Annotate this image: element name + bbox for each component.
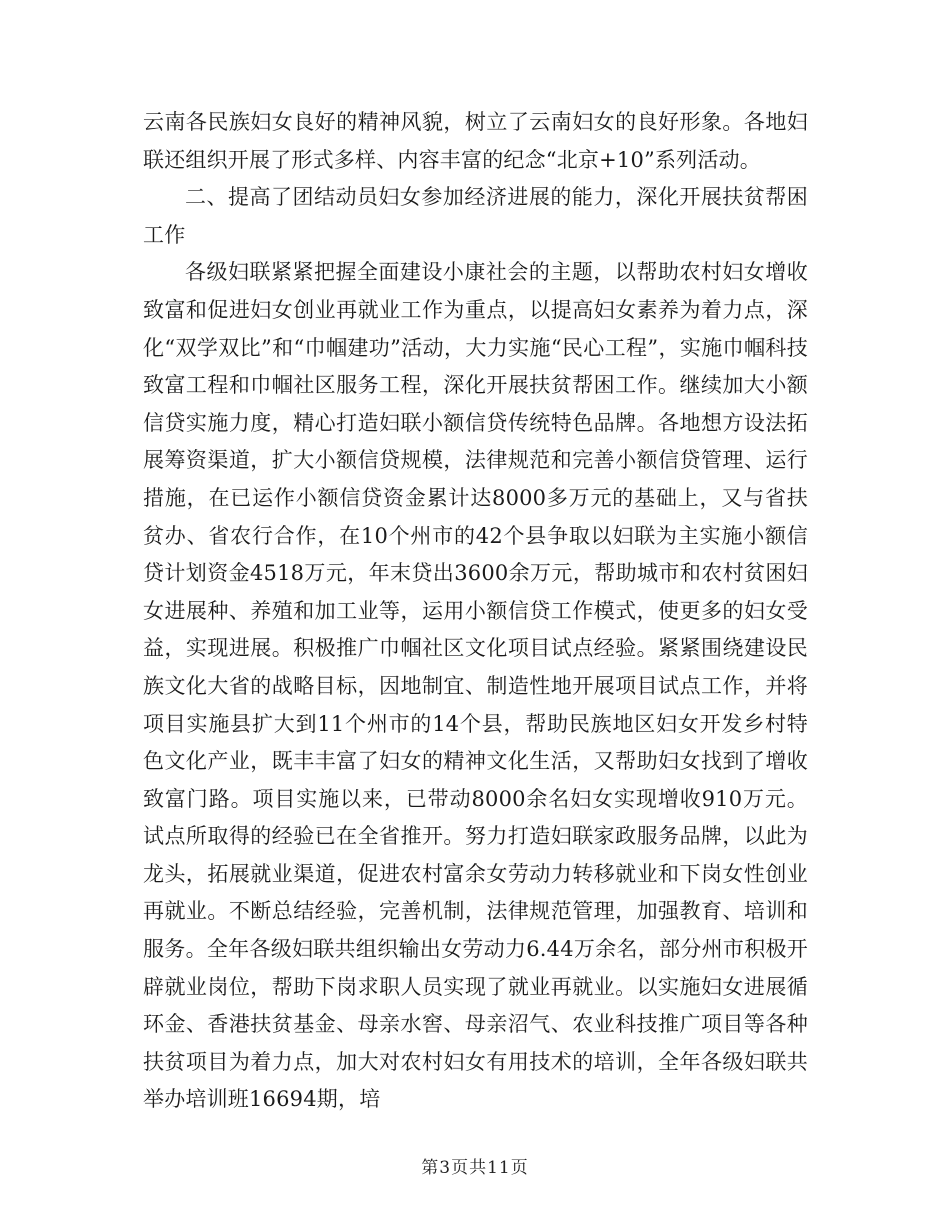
footer-total-pages: 11 (487, 1158, 511, 1178)
document-body (143, 104, 808, 1119)
footer-current-page: 3 (439, 1158, 452, 1178)
paragraph-main: 各级妇联紧紧把握全面建设小康社会的主题，以帮助农村妇女增收致富和促进妇女创业再就业工作为重点，以提高妇女素养为着力点，深化“双学双比”和“巾帼建功”活动，大力实施“民心工程”，实施巾帼科技致富工程和巾帼社区服务工程，深化开展扶贫帮困工作。继续加大小额信贷实施力度，精心打造妇联小额信贷传统特色品牌。各地想方设法拓展筹资渠道，扩大小额信贷规模，法律规范和完善小额信贷管理、运行措施，在已运作小额信贷资金累计达8000多万元的基础上，又与省扶贫办、省农行合作，在10个州市的42个县争取以妇联为主实施小额信贷计划资金4518万元，年末贷出3600余万元，帮助城市和农村贫困妇女进展种、养殖和加工业等，运用小额信贷工作模式，使更多的妇女受益，实现进展。积极推广巾帼社区文化项目试点经验。紧紧围绕建设民族文化大省的战略目标，因地制宜、制造性地开展项目试点工作，并将项目实施县扩大到11个州市的14个县，帮助民族地区妇女开发乡村特色文化产业，既丰丰富了妇女的精神文化生活，又帮助妇女找到了增收致富门路。项目实施以来，已带动8000余名妇女实现增收910万元。试点所取得的经验已在全省推开。努力打造妇联家政服务品牌，以此为龙头，拓展就业渠道，促进农村富余女劳动力转移就业和下岗女性创业再就业。不断总结经验，完善机制，法律规范管理，加强教育、培训和服务。全年各级妇联共组织输出女劳动力6.44万余名，部分州市积极开辟就业岗位，帮助下岗求职人员实现了就业再就业。以实施妇女进展循环金、香港扶贫基金、母亲水窖、母亲沼气、农业科技推广项目等各种扶贫项目为着力点，加大对农村妇女有用技术的培训，全年各级妇联共举办培训班16694期，培 (143, 260, 808, 1112)
footer-total-prefix: 共 (469, 1158, 488, 1178)
footer-prefix: 第 (421, 1158, 440, 1178)
footer-suffix: 页 (510, 1158, 529, 1178)
page-footer (0, 1153, 950, 1178)
footer-page-word: 页 (451, 1158, 470, 1178)
paragraph-continuation: 云南各民族妇女良好的精神风貌，树立了云南妇女的良好形象。各地妇联还组织开展了形式多样、内容丰富的纪念“北京+10”系列活动。 (143, 110, 808, 172)
section-heading: 二、提高了团结动员妇女参加经济进展的能力，深化开展扶贫帮困工作 (143, 185, 808, 247)
